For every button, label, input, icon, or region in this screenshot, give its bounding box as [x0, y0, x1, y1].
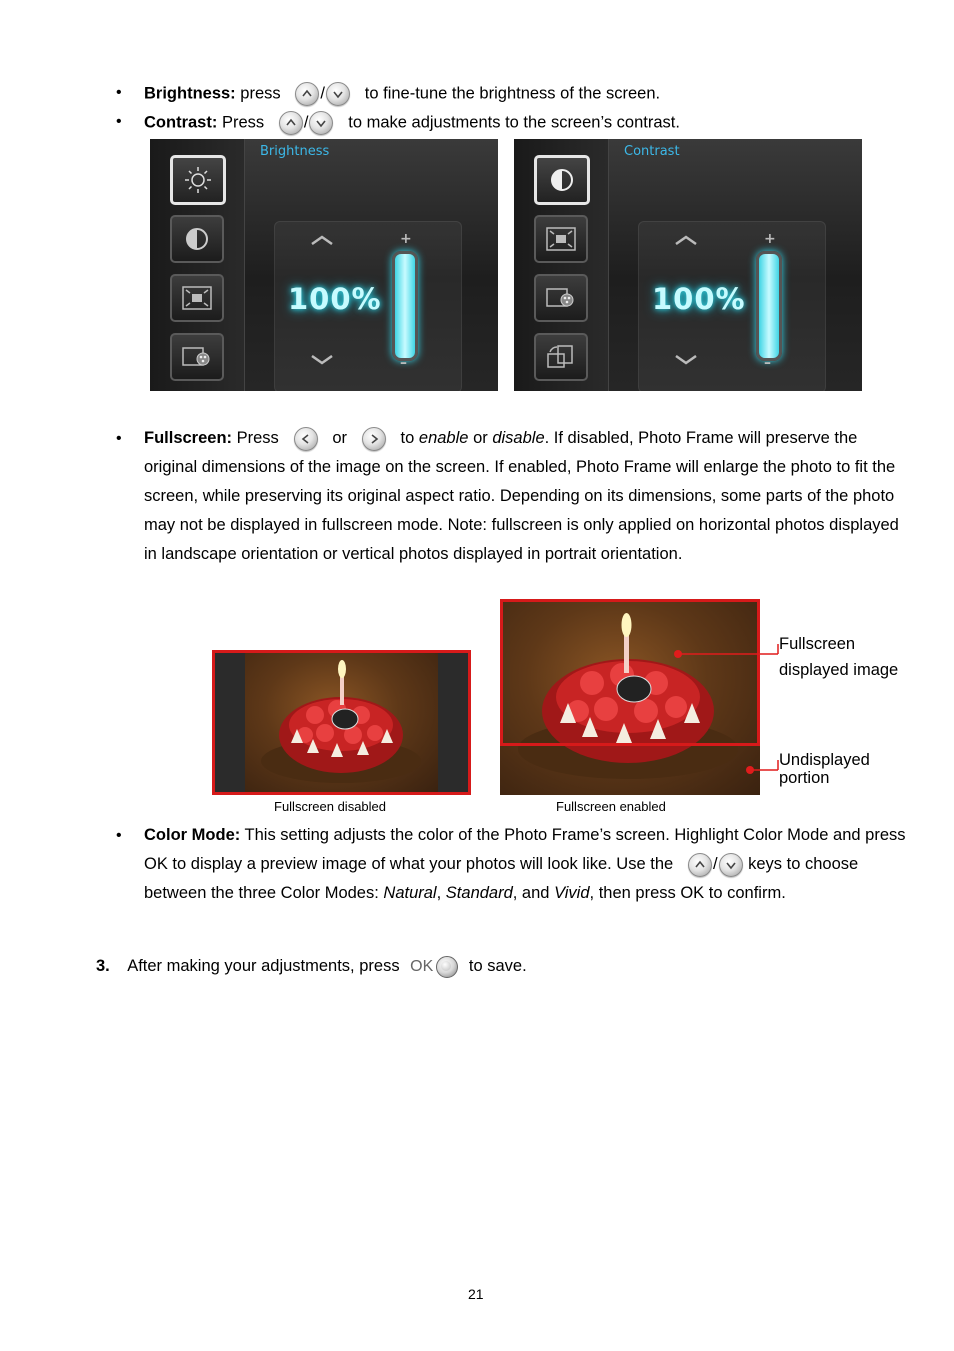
colormode-and: , and — [512, 884, 550, 902]
fullscreen-pre: Press — [236, 429, 279, 447]
chevron-up-icon — [310, 235, 334, 245]
caption-enabled: Fullscreen enabled — [556, 799, 666, 814]
color-mode-icon — [170, 333, 224, 381]
brightness-label: Brightness: — [144, 84, 236, 103]
fullscreen-rest: . If disabled, Photo Frame will preserve the original dimensions of the image on the screen. If enabled, Photo Frame will enlarge the photo to fit the screen, while preserving its original aspect ratio. Depending on its dimensions, some parts of the photo may not be displayed in fullscreen mode. Note: fullscreen is only applied on horizontal photos displayed in landscape orientation or vertical photos displayed in portrait orientation. — [144, 429, 899, 563]
fullscreen-label: Fullscreen: — [144, 429, 233, 447]
annotation-displayed: Fullscreen displayed image — [779, 635, 899, 679]
down-button-icon — [719, 853, 743, 877]
brightness-osd-screenshot — [150, 139, 498, 391]
contrast-osd-screenshot — [514, 139, 862, 391]
osd-plus: + — [400, 231, 412, 247]
contrast-label: Contrast: — [144, 113, 218, 132]
fullscreen-enable: enable — [418, 429, 469, 447]
osd-level-bar — [756, 251, 782, 361]
down-button-icon — [326, 82, 350, 106]
up-button-icon — [295, 82, 319, 106]
fullscreen-or2: or — [473, 429, 488, 447]
osd-plus: + — [764, 231, 776, 247]
osd-value: 100% — [652, 282, 746, 316]
colormode-label: Color Mode: — [144, 826, 241, 844]
ok-circle-icon — [436, 956, 458, 978]
osd-minus: – — [764, 355, 771, 371]
step-3 — [96, 955, 527, 978]
bullet-marker: • — [116, 113, 122, 130]
colormode-text1: This setting adjusts the color of the Photo Frame’s screen. Highlight Color Mode and press OK to display a preview image of what your photos will look like. Use the — [144, 826, 906, 873]
chevron-up-icon — [674, 235, 698, 245]
brightness-sun-icon — [170, 155, 226, 205]
cake-photo — [245, 653, 438, 792]
bullet-marker: • — [116, 827, 122, 844]
contrast-sep: / — [303, 113, 309, 132]
osd-minus: – — [400, 355, 407, 371]
brightness-sep: / — [320, 84, 325, 103]
contrast-pre: Press — [221, 113, 265, 132]
colormode-standard: Standard — [445, 884, 513, 902]
osd-level-bar — [392, 251, 418, 361]
colormode-text3: , then press OK to confirm. — [589, 884, 786, 902]
osd-value: 100% — [288, 282, 382, 316]
caption-disabled: Fullscreen disabled — [274, 799, 387, 814]
contrast-line — [144, 111, 680, 135]
fullscreen-icon — [170, 274, 224, 322]
ok-button-icon — [410, 956, 458, 978]
up-button-icon — [279, 111, 303, 135]
contrast-icon — [534, 155, 590, 205]
down-button-icon — [309, 111, 333, 135]
right-button-icon — [362, 427, 386, 451]
fullscreen-or: or — [332, 429, 348, 447]
step-post: to save. — [468, 957, 527, 975]
bullet-marker: • — [116, 430, 122, 447]
colormode-vivid: Vivid — [554, 884, 590, 902]
rotate-icon — [534, 333, 588, 381]
osd-sidebar — [150, 139, 245, 391]
osd-title: Contrast — [624, 144, 680, 159]
contrast-post: to make adjustments to the screen’s contrast. — [348, 113, 680, 132]
osd-title: Brightness — [260, 144, 330, 159]
fullscreen-paragraph — [144, 424, 914, 569]
chevron-down-icon — [310, 355, 334, 365]
colormode-sep: / — [712, 855, 718, 873]
brightness-line — [144, 82, 660, 106]
ok-label: OK — [410, 957, 434, 975]
fullscreen-to: to — [400, 429, 415, 447]
annotation-lines — [670, 640, 785, 790]
up-button-icon — [688, 853, 712, 877]
osd-sidebar — [514, 139, 609, 391]
brightness-pre: press — [240, 84, 281, 103]
left-button-icon — [294, 427, 318, 451]
contrast-icon — [170, 215, 224, 263]
brightness-post: to fine-tune the brightness of the screen. — [364, 84, 661, 103]
annotation-undisplayed: Undisplayed portion — [779, 751, 870, 787]
color-mode-icon — [534, 274, 588, 322]
colormode-natural: Natural — [383, 884, 437, 902]
cake-image-icon — [245, 653, 438, 792]
colormode-comma: , — [436, 884, 442, 902]
step-number: 3. — [96, 957, 110, 975]
fullscreen-disabled-photo — [212, 650, 471, 795]
step-pre: After making your adjustments, press — [127, 957, 400, 975]
colormode-paragraph — [144, 821, 914, 908]
colormode-text2: keys to choose between the three Color Modes: — [144, 855, 859, 902]
chevron-down-icon — [674, 355, 698, 365]
page-number: 21 — [468, 1286, 484, 1302]
bullet-marker: • — [116, 84, 122, 101]
fullscreen-icon — [534, 215, 588, 263]
fullscreen-disable: disable — [492, 429, 545, 447]
